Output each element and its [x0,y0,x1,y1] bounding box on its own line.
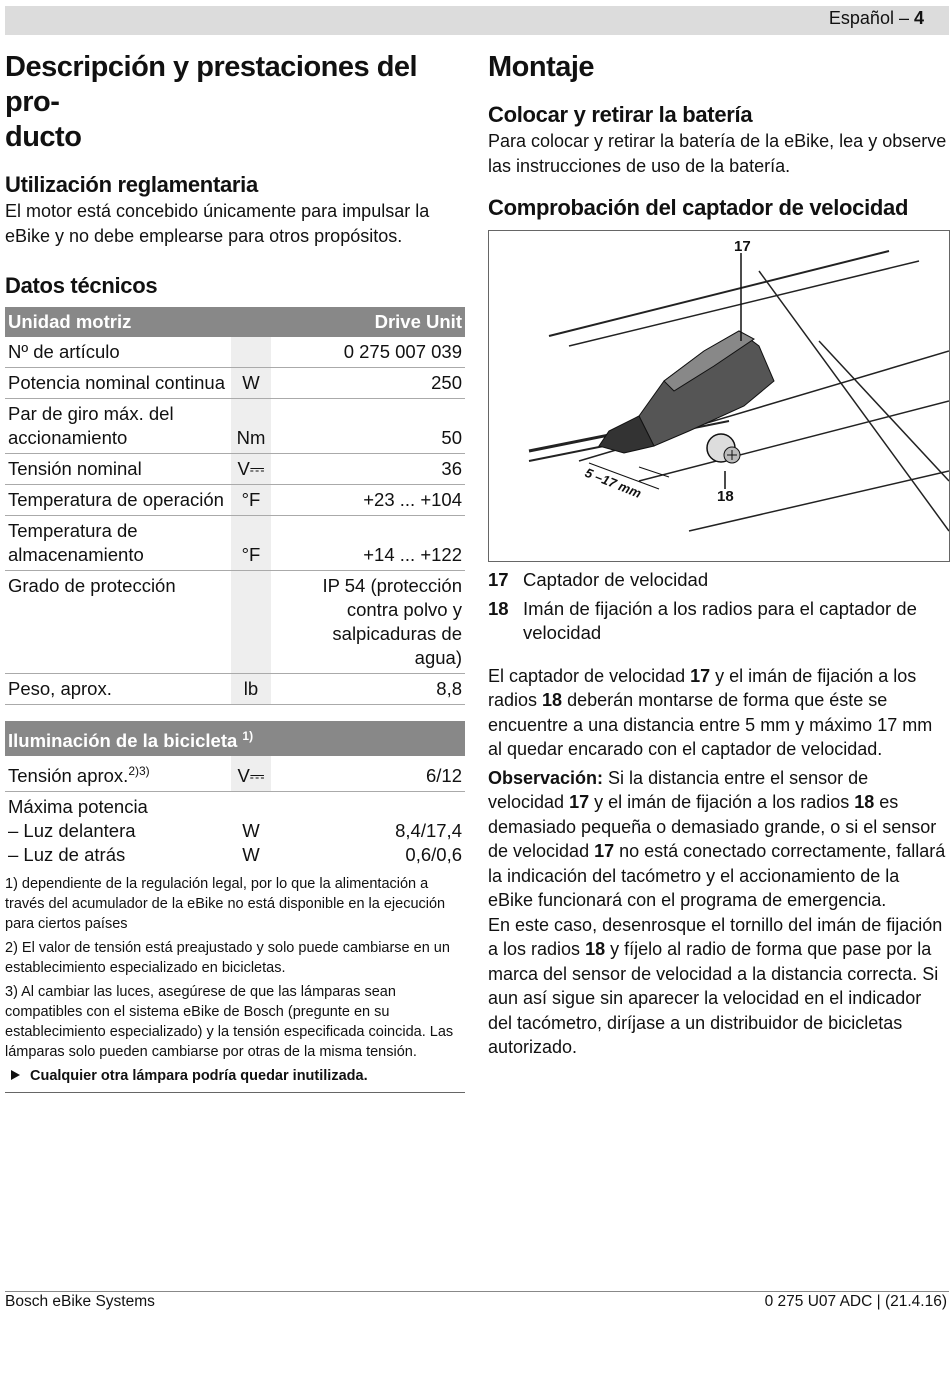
footer-left: Bosch eBike Systems [5,1293,155,1310]
figure-label-17: 17 [734,238,751,255]
table-row: Temperatura de almacenamiento °F +14 ... +122 [5,516,465,571]
table-row: Tensión aprox.$^{2)3)}$ V⎓ 6/12 [5,756,465,792]
battery-text: Para colocar y retirar la batería de la eBike, lea y observe las instrucciones de uso de la batería. [488,131,947,176]
sensor-heading: Comprobación del captador de velocidad [488,195,909,220]
legend-item: 18 Imán de fijación a los radios para el captador de velocidad [488,597,917,643]
lighting-table [5,721,465,870]
table-row: Tensión nominal V⎓ 36 [5,454,465,485]
section-title: Descripción y prestaciones del pro- ducto [5,51,418,153]
table-row: Par de giro máx. del accionamiento Nm 50 [5,399,465,454]
table-row: Peso, aprox. lb 8,8 [5,674,465,705]
table-row: Máxima potencia – Luz delantera – Luz de atrás W W 8,4/17,4 0,6/0,6 [5,792,465,871]
use-heading: Utilización reglamentaria [5,172,258,197]
table-header-row: Unidad motriz Drive Unit [5,307,465,337]
use-text: El motor está concebido únicamente para impulsar la eBike y no debe emplearse para otros propósitos. [5,201,430,246]
battery-heading: Colocar y retirar la batería [488,102,753,127]
drive-unit-table [5,307,465,705]
footnote: 2) El valor de tensión está preajustado y solo puede cambiarse en un establecimiento especializado en bicicletas. [5,940,450,977]
header-bar [5,6,949,35]
footer-right: 0 275 U07 ADC | (21.4.16) [764,1293,947,1310]
tech-heading: Datos técnicos [5,273,158,298]
speed-sensor-figure [488,230,950,562]
arrow-icon [11,1070,20,1080]
right-column [488,50,948,1060]
header-language: Español [828,8,894,28]
mounting-title: Montaje [488,51,595,83]
sensor-paragraph-3: En este caso, desenrosque el tornillo del imán de fijación a los radios 18 y fíjelo al radio de forma que pase por la marca del sensor de velocidad a la distancia correcta. Si aun así sigue sin aparecer la velocidad en el indicador del tacómetro, diríjase a un distribuidor de bicicletas autorizado. [488,914,943,1057]
table-row: Temperatura de operación °F +23 ... +104 [5,485,465,516]
table-row: Potencia nominal continua W 250 [5,368,465,399]
footnote: 3) Al cambiar las luces, asegúrese de que las lámparas sean compatibles con el sistema eBike de Bosch (pregunte en su establecimiento especializado) y la tensión especificada coincida. Las lámparas solo pueden cambiarse por otras de la misma tensión. [5,984,454,1061]
page-number: 4 [913,8,924,28]
footer-divider [5,1291,949,1292]
speed-sensor-illustration [489,231,949,561]
table-row: Nº de artículo 0 275 007 039 [5,337,465,368]
table-header-row: Iluminación de la bicicleta $^{1)}$ [5,721,465,756]
figure-label-18: 18 [717,488,734,505]
figure-dimension: 5 –17 mm [582,464,644,501]
legend-item: 17 Captador de velocidad [488,569,709,590]
warning-note: Cualquier otra lámpara podría quedar inutilizada. [5,1066,465,1093]
table-row: Grado de protección IP 54 (protección contra polvo y salpicaduras de agua) [5,571,465,674]
sensor-paragraph-2: Observación: Si la distancia entre el sensor de velocidad 17 y el imán de fijación a los radios 18 es demasiado pequeña o demasiado grande, o si el sensor de velocidad 17 no está conectado correctamente, fallará la indicación del tacómetro y el accionamiento de la eBike funcionará con el programa de emergencia. [488,767,946,910]
left-column [5,50,465,1093]
page-header: Español – 4 [828,8,924,28]
sensor-paragraph-1: El captador de velocidad 17 y el imán de fijación a los radios 18 deberán montarse de forma que éste se encuentre a una distancia entre 5 mm y máximo 17 mm al quedar encarado con el captador de velocidad. [488,665,933,759]
footnote: 1) dependiente de la regulación legal, por lo que la alimentación a través del acumulador de la eBike no está disponible en la ejecución para ciertos países [5,876,446,933]
